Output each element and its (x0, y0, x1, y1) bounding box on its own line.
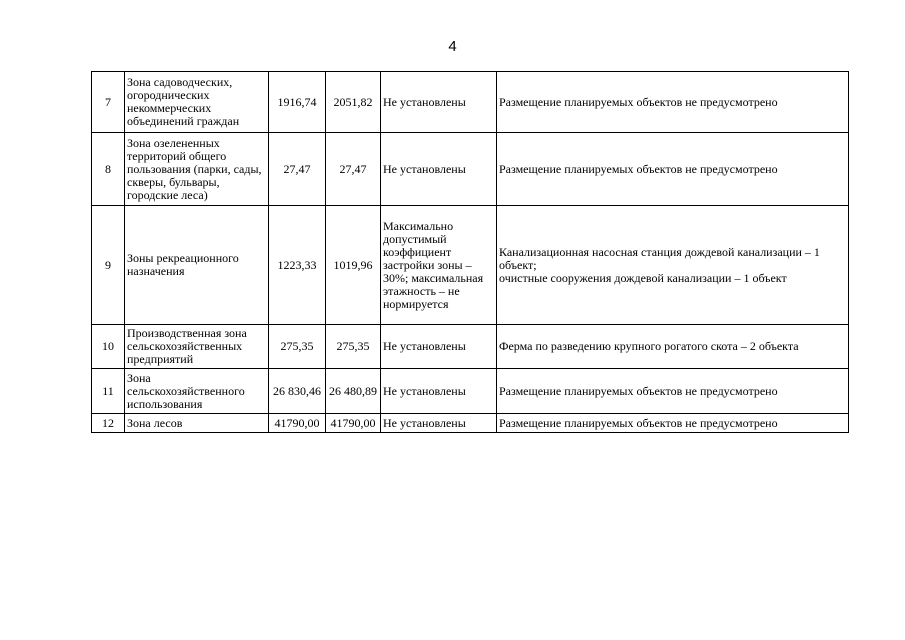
planned-object-line: Размещение планируемых объектов не предусмотрено (499, 94, 778, 109)
zone-planned-objects (497, 206, 849, 325)
zone-area-existing: 26 830,46 (269, 369, 326, 414)
planned-object-line: Размещение планируемых объектов не предусмотрено (499, 383, 778, 398)
zone-planned-objects (497, 72, 849, 133)
zone-parameters: Не установлены (381, 325, 497, 369)
zone-number: 9 (92, 206, 125, 325)
zone-area-planned: 1019,96 (326, 206, 381, 325)
planned-object-line: Канализационная насосная станция дождевой канализации – 1 объект; (499, 244, 820, 272)
table-row (92, 369, 849, 414)
zone-area-existing: 1223,33 (269, 206, 326, 325)
table-row (92, 325, 849, 369)
zone-parameters: Не установлены (381, 133, 497, 206)
planned-object-line: Размещение планируемых объектов не предусмотрено (499, 415, 778, 430)
zone-parameters: Не установлены (381, 72, 497, 133)
zone-name: Зона лесов (125, 414, 269, 433)
zone-name: Производственная зона сельскохозяйственных предприятий (125, 325, 269, 369)
page-number: 4 (448, 38, 457, 55)
zones-table (91, 71, 849, 433)
zone-area-existing: 275,35 (269, 325, 326, 369)
zone-parameters: Не установлены (381, 414, 497, 433)
zone-area-planned: 41790,00 (326, 414, 381, 433)
table-row (92, 72, 849, 133)
zone-planned-objects (497, 133, 849, 206)
zone-number: 12 (92, 414, 125, 433)
zone-planned-objects (497, 369, 849, 414)
table-row (92, 133, 849, 206)
zone-area-planned: 275,35 (326, 325, 381, 369)
table-row (92, 414, 849, 433)
zone-planned-objects (497, 325, 849, 369)
zone-name: Зона садоводческих, огороднических некоммерческих объединений граждан (125, 72, 269, 133)
zone-number: 11 (92, 369, 125, 414)
table-row (92, 206, 849, 325)
zone-area-existing: 1916,74 (269, 72, 326, 133)
zone-area-existing: 41790,00 (269, 414, 326, 433)
zone-name: Зона сельскохозяйственного использования (125, 369, 269, 414)
zone-number: 7 (92, 72, 125, 133)
zone-name: Зона озелененных территорий общего пользования (парки, сады, скверы, бульвары, городские леса) (125, 133, 269, 206)
zone-name: Зоны рекреационного назначения (125, 206, 269, 325)
zone-parameters: Максимально допустимый коэффициент застройки зоны – 30%; максимальная этажность – не нормируется (381, 206, 497, 325)
planned-object-line: Ферма по разведению крупного рогатого скота – 2 объекта (499, 339, 799, 353)
planned-object-line: очистные сооружения дождевой канализации – 1 объект (499, 270, 787, 285)
zone-area-planned: 2051,82 (326, 72, 381, 133)
zone-number: 10 (92, 325, 125, 369)
zone-planned-objects (497, 414, 849, 433)
planned-object-line: Размещение планируемых объектов не предусмотрено (499, 161, 778, 176)
zone-parameters: Не установлены (381, 369, 497, 414)
zone-area-planned: 26 480,89 (326, 369, 381, 414)
zone-number: 8 (92, 133, 125, 206)
zone-area-planned: 27,47 (326, 133, 381, 206)
zone-area-existing: 27,47 (269, 133, 326, 206)
